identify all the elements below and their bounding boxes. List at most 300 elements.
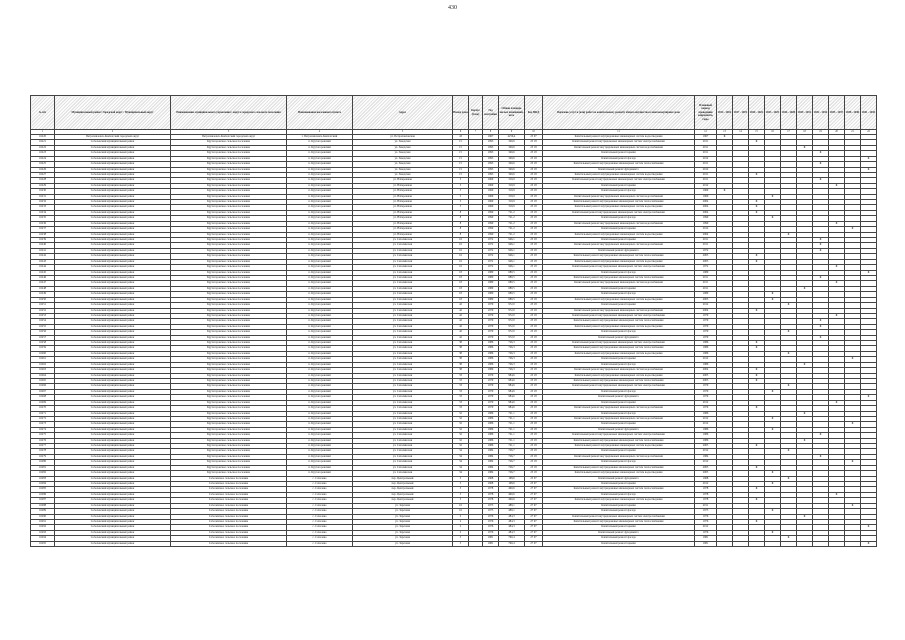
table-cell: Соболевский муниципальный район <box>55 145 171 150</box>
table-cell: Крутогоровское сельское поселение <box>171 319 287 324</box>
table-cell: 349,6 <box>499 140 525 145</box>
table-cell: Крутогоровское сельское поселение <box>171 232 287 237</box>
table-cell: 726,3 <box>499 357 525 362</box>
table-cell: 2005 <box>695 259 717 264</box>
table-cell: 18 <box>453 292 469 297</box>
column-header: Корпус (блок) <box>469 96 483 130</box>
table-cell: 25 18 <box>525 303 543 308</box>
table-cell: 490,6 <box>499 498 525 503</box>
table-cell: 16271 <box>31 411 55 416</box>
table-cell: 1984 <box>695 454 717 459</box>
table-cell: X <box>797 438 813 443</box>
table-cell: 972,0 <box>499 324 525 329</box>
table-cell: ул. Набережная <box>353 178 453 183</box>
table-cell: Капитальный ремонт крыши <box>543 183 695 188</box>
table-cell: 1986 <box>695 346 717 351</box>
table-cell: п. Крутогоровский <box>287 286 353 291</box>
table-cell: 32 <box>453 427 469 432</box>
table-cell: 726,3 <box>499 346 525 351</box>
table-cell: Соболевский муниципальный район <box>55 482 171 487</box>
table-cell: Крутогоровское сельское поселение <box>171 335 287 340</box>
table-cell: ул. Сахалинская <box>353 416 453 421</box>
column-number: 20 <box>829 130 845 135</box>
table-cell: X <box>749 210 765 215</box>
table-cell: 16254 <box>31 319 55 324</box>
table-cell: Соболевское сельское поселение <box>171 519 287 524</box>
table-cell: 2004 <box>695 210 717 215</box>
table-cell: 5 <box>453 189 469 194</box>
table-cell: Соболевский муниципальный район <box>55 156 171 161</box>
table-cell: 2012 <box>695 303 717 308</box>
table-cell: Капитальный ремонт крыши <box>543 151 695 156</box>
table-cell: Соболевский муниципальный район <box>55 319 171 324</box>
table-cell: 1990 <box>695 216 717 221</box>
table-cell: Капитальный ремонт внутридомовых инженерных систем водоснабжения <box>543 308 695 313</box>
table-cell: 1976 <box>695 519 717 524</box>
table-cell: 27 07 <box>525 519 543 524</box>
table-cell: 1993 <box>483 172 499 177</box>
table-cell: п. Крутогоровский <box>287 259 353 264</box>
table-cell: ул. Сахалинская <box>353 454 453 459</box>
table-cell: Крутогоровское сельское поселение <box>171 243 287 248</box>
table-cell: Капитальный ремонт фасада <box>543 460 695 465</box>
table-cell: Соболевский муниципальный район <box>55 243 171 248</box>
table-cell: 1990 <box>483 232 499 237</box>
table-cell: Крутогоровское сельское поселение <box>171 297 287 302</box>
table-cell: Соболевский муниципальный район <box>55 162 171 167</box>
table-cell: 721,1 <box>499 433 525 438</box>
table-cell: Крутогоровское сельское поселение <box>171 406 287 411</box>
table-cell: 25 18 <box>525 189 543 194</box>
table-cell: Капитальный ремонт внутридомовых инженерных систем водоснабжения <box>543 281 695 286</box>
table-cell: 25 18 <box>525 265 543 270</box>
table-cell: 319,9 <box>499 205 525 210</box>
table-cell: 16247 <box>31 281 55 286</box>
table-cell: с. Соболево <box>287 492 353 497</box>
table-cell: 1976 <box>483 519 499 524</box>
column-header: Год постройки <box>483 96 499 130</box>
column-number: 16 <box>765 130 781 135</box>
table-cell: Соболевский муниципальный район <box>55 400 171 405</box>
table-cell: Соболевский муниципальный район <box>55 498 171 503</box>
table-cell: 1969 <box>483 183 499 188</box>
table-cell: Соболевское сельское поселение <box>171 498 287 503</box>
table-cell: 25 18 <box>525 248 543 253</box>
table-cell: X <box>813 324 829 329</box>
table-cell: X <box>749 341 765 346</box>
table-cell: 1986 <box>483 346 499 351</box>
table-cell: ул. Сахалинская <box>353 471 453 476</box>
table-cell: Соболевский муниципальный район <box>55 389 171 394</box>
column-header: 2026 - 2028 <box>781 96 797 130</box>
table-cell: Крутогоровское сельское поселение <box>171 162 287 167</box>
table-cell: 1986 <box>483 416 499 421</box>
table-cell: Капитальный ремонт внутридомовых инженерных систем водоснабжения <box>543 368 695 373</box>
table-cell: п. Крутогоровский <box>287 422 353 427</box>
table-cell: Крутогоровское сельское поселение <box>171 351 287 356</box>
column-number: 9 <box>499 130 525 135</box>
table-cell: Соболевский муниципальный район <box>55 189 171 194</box>
table-cell: 2005 <box>695 297 717 302</box>
table-cell: 16228 <box>31 178 55 183</box>
table-cell: ул. Сахалинская <box>353 438 453 443</box>
table-cell: п. Крутогоровский <box>287 454 353 459</box>
table-cell: 1976 <box>483 530 499 535</box>
table-cell: X <box>765 292 781 297</box>
table-cell: пер. Центральный <box>353 498 453 503</box>
column-header: 2041 - 2043 <box>861 96 877 130</box>
table-cell: 760,4 <box>499 541 525 546</box>
table-cell: Соболевский муниципальный район <box>55 525 171 530</box>
table-cell: 16264 <box>31 373 55 378</box>
column-number: 13 <box>717 130 733 135</box>
table-cell: 1986 <box>483 411 499 416</box>
table-cell: 25 18 <box>525 438 543 443</box>
table-cell: 43 <box>453 135 469 140</box>
table-cell: Капитальный ремонт крыши <box>543 541 695 546</box>
column-header: 2017 - 2019 <box>733 96 749 130</box>
table-cell: 1980 <box>483 270 499 275</box>
table-cell: 16229 <box>31 183 55 188</box>
table-cell: Крутогоровское сельское поселение <box>171 210 287 215</box>
table-cell: п. Крутогоровский <box>287 275 353 280</box>
table-cell: 1990 <box>695 221 717 226</box>
table-cell: X <box>861 525 877 530</box>
table-cell: Соболевский муниципальный район <box>55 411 171 416</box>
column-header: Наименование муниципального управления / округа городского сельского поселения <box>171 96 287 130</box>
table-cell: X <box>749 200 765 205</box>
table-cell: п. Крутогоровский <box>287 438 353 443</box>
table-cell: 16246 <box>31 275 55 280</box>
table-cell: 680,5 <box>499 286 525 291</box>
table-cell: Капитальный ремонт фасада <box>543 189 695 194</box>
table-cell: Соболевский муниципальный район <box>55 297 171 302</box>
table-cell: 25 18 <box>525 346 543 351</box>
table-cell: 972,0 <box>499 303 525 308</box>
table-cell: Соболевский муниципальный район <box>55 341 171 346</box>
table-cell: 319,9 <box>499 194 525 199</box>
table-cell: Капитальный ремонт внутридомовых инженерных систем водоотведения <box>543 135 695 140</box>
table-cell: 3 <box>453 482 469 487</box>
table-cell: п. Крутогоровский <box>287 351 353 356</box>
table-cell: 489,1 <box>499 509 525 514</box>
table-cell: X <box>765 389 781 394</box>
table-cell: 16285 <box>31 487 55 492</box>
table-cell: 25 18 <box>525 454 543 459</box>
table-cell: X <box>829 313 845 318</box>
table-cell: 16276 <box>31 438 55 443</box>
table-cell: X <box>749 346 765 351</box>
table-cell: пер. Центральный <box>353 482 453 487</box>
table-cell: ул. Сахалинская <box>353 433 453 438</box>
table-cell: с. Соболево <box>287 525 353 530</box>
column-number: 12 <box>695 130 717 135</box>
table-cell: 1993 <box>483 145 499 150</box>
table-cell: X <box>845 357 861 362</box>
table-cell: п. Крутогоровский <box>287 433 353 438</box>
table-cell: п. Крутогоровский <box>287 471 353 476</box>
table-cell: ул. Сахалинская <box>353 460 453 465</box>
table-cell: 16221 <box>31 140 55 145</box>
table-cell: 946,1 <box>499 238 525 243</box>
table-cell: Соболевский муниципальный район <box>55 536 171 541</box>
table-cell: 2 <box>453 519 469 524</box>
table-cell: п. Крутогоровский <box>287 248 353 253</box>
table-cell: 16252 <box>31 308 55 313</box>
column-number: 21 <box>845 130 861 135</box>
table-cell: 16239 <box>31 238 55 243</box>
table-cell: п. Крутогоровский <box>287 400 353 405</box>
table-cell: Крутогоровское сельское поселение <box>171 341 287 346</box>
table-cell: Соболевское сельское поселение <box>171 492 287 497</box>
table-cell: 8 <box>453 221 469 226</box>
table-cell: 16231 <box>31 194 55 199</box>
column-number: 4 <box>287 130 353 135</box>
table-cell: 2011 <box>695 172 717 177</box>
table-cell: Соболевский муниципальный район <box>55 530 171 535</box>
table-cell: п. Крутогоровский <box>287 200 353 205</box>
table-cell: X <box>829 492 845 497</box>
table-cell: X <box>813 319 829 324</box>
table-cell: 16257 <box>31 335 55 340</box>
table-cell: г. Петропавловск-Камчатский <box>287 135 353 140</box>
table-cell: п. Крутогоровский <box>287 145 353 150</box>
table-cell: п. Крутогоровский <box>287 172 353 177</box>
table-cell: 2005 <box>695 373 717 378</box>
table-cell: 2004 <box>695 308 717 313</box>
table-cell: 16243 <box>31 259 55 264</box>
table-cell: 25 18 <box>525 378 543 383</box>
table-cell: с. Соболево <box>287 530 353 535</box>
table-cell: Капитальный ремонт внутридомовых инженерных систем водоотведения <box>543 172 695 177</box>
table-cell: ул. Сахалинская <box>353 275 453 280</box>
table-cell: X <box>845 503 861 508</box>
table-cell: 1967 <box>695 135 717 140</box>
table-cell: 1978 <box>483 498 499 503</box>
table-cell: Крутогоровское сельское поселение <box>171 330 287 335</box>
table-cell: п. Крутогоровский <box>287 297 353 302</box>
table-cell: Соболевское сельское поселение <box>171 514 287 519</box>
table-cell: 349,6 <box>499 151 525 156</box>
table-cell: X <box>765 471 781 476</box>
table-cell: ул. Набережная <box>353 194 453 199</box>
table-cell: п. Крутогоровский <box>287 189 353 194</box>
table-cell: ул. Набережная <box>353 183 453 188</box>
table-cell: ул. Набережная <box>353 221 453 226</box>
table-cell: 1979 <box>483 406 499 411</box>
table-cell: 25 18 <box>525 156 543 161</box>
table-cell: Соболевский муниципальный район <box>55 422 171 427</box>
column-number: 11 <box>543 130 695 135</box>
table-cell: 25 18 <box>525 422 543 427</box>
table-cell: Капитальный ремонт внутридомовых инженерных систем водоотведения <box>543 205 695 210</box>
table-cell: Капитальный ремонт внутридомовых инженерных систем водоотведения <box>543 373 695 378</box>
table-cell: пер. Центральный <box>353 487 453 492</box>
table-cell: Капитальный ремонт фасада <box>543 362 695 367</box>
table-cell: X <box>813 238 829 243</box>
table-row <box>31 541 877 546</box>
table-cell: Капитальный ремонт внутридомовых инженерных систем водоотведения <box>543 444 695 449</box>
table-cell: Соболевский муниципальный район <box>55 194 171 199</box>
table-cell: 27 07 <box>525 541 543 546</box>
table-cell: 3 <box>453 541 469 546</box>
table-cell: 16226 <box>31 167 55 172</box>
table-cell: Соболевский муниципальный район <box>55 514 171 519</box>
table-cell: ул. Сахалинская <box>353 270 453 275</box>
table-cell: Соболевский муниципальный район <box>55 460 171 465</box>
table-cell: п. Крутогоровский <box>287 368 353 373</box>
table-cell: 27 07 <box>525 498 543 503</box>
table-cell: X <box>749 465 765 470</box>
table-cell: ул. Сахалинская <box>353 297 453 302</box>
table-cell: X <box>861 167 877 172</box>
table-cell: 1990 <box>483 221 499 226</box>
table-cell: ул. Заводская <box>353 151 453 156</box>
table-cell: 5 <box>453 492 469 497</box>
table-cell: 16240 <box>31 243 55 248</box>
table-cell: 42 <box>453 303 469 308</box>
table-cell: 1986 <box>483 362 499 367</box>
table-cell: п. Крутогоровский <box>287 406 353 411</box>
table-cell: 1979 <box>483 324 499 329</box>
table-cell: Соболевский муниципальный район <box>55 265 171 270</box>
table-cell: 34 <box>453 471 469 476</box>
table-cell: Соболевский муниципальный район <box>55 238 171 243</box>
table-cell: Капитальный ремонт крыши <box>543 286 695 291</box>
column-header: 2032 - 2034 <box>813 96 829 130</box>
table-cell: 27 07 <box>525 492 543 497</box>
table-cell: 16233 <box>31 205 55 210</box>
table-cell: 16294 <box>31 536 55 541</box>
table-cell: 25 18 <box>525 471 543 476</box>
table-cell: Соболевский муниципальный район <box>55 330 171 335</box>
table-cell: 1981 <box>695 536 717 541</box>
column-number: 19 <box>813 130 829 135</box>
table-cell: 15 <box>453 156 469 161</box>
table-cell: 726,7 <box>499 449 525 454</box>
table-cell: 1990 <box>483 216 499 221</box>
table-cell: 168,6 <box>499 476 525 481</box>
table-cell: Соболевский муниципальный район <box>55 362 171 367</box>
column-number: 22 <box>861 130 877 135</box>
table-cell: п. Крутогоровский <box>287 444 353 449</box>
table-cell: 2011 <box>695 151 717 156</box>
table-cell: 16 <box>453 259 469 264</box>
column-header: 2029 - 2031 <box>797 96 813 130</box>
table-cell: 1976 <box>695 514 717 519</box>
table-cell: 2012 <box>695 416 717 421</box>
column-number: 7 <box>469 130 483 135</box>
table-cell: X <box>829 183 845 188</box>
table-cell: Капитальный ремонт крыши <box>543 238 695 243</box>
table-cell: 16278 <box>31 449 55 454</box>
table-cell: 25 18 <box>525 172 543 177</box>
table-cell: 8 <box>453 227 469 232</box>
table-cell: 16265 <box>31 378 55 383</box>
table-cell: п. Крутогоровский <box>287 210 353 215</box>
table-cell: Крутогоровское сельское поселение <box>171 400 287 405</box>
table-cell: X <box>829 221 845 226</box>
table-cell: 42 <box>453 308 469 313</box>
table-cell: 25 18 <box>525 362 543 367</box>
table-cell: 16238 <box>31 232 55 237</box>
table-cell: ул. Сахалинская <box>353 330 453 335</box>
column-header: 2038 - 2040 <box>845 96 861 130</box>
column-header: Перечень услуг и (или) работ по капитальному ремонту общего имущества в многоквартирном доме <box>543 96 695 130</box>
table-cell: Крутогоровское сельское поселение <box>171 172 287 177</box>
table-cell: 33 <box>453 389 469 394</box>
table-cell: 1981 <box>483 536 499 541</box>
table-cell: 16292 <box>31 525 55 530</box>
table-cell: ул. Сахалинская <box>353 335 453 340</box>
table-cell: 489,1 <box>499 503 525 508</box>
table-cell: 319,9 <box>499 200 525 205</box>
table-cell: Соболевский муниципальный район <box>55 351 171 356</box>
table-cell: 1975 <box>483 509 499 514</box>
table-cell: 349,6 <box>499 172 525 177</box>
table-cell: с. Соболево <box>287 536 353 541</box>
table-cell: 15 <box>453 167 469 172</box>
table-cell: X <box>797 362 813 367</box>
table-cell: Капитальный ремонт внутридомовых инженерных систем водоснабжения <box>543 194 695 199</box>
table-cell: 16250 <box>31 297 55 302</box>
table-cell: Капитальный ремонт внутридомовых инженерных систем электроснабжения <box>543 313 695 318</box>
table-cell: Крутогоровское сельское поселение <box>171 265 287 270</box>
table-cell: 25 18 <box>525 205 543 210</box>
table-cell: 1990 <box>483 210 499 215</box>
table-cell: Капитальный ремонт фасада <box>543 330 695 335</box>
table-cell: Соболевский муниципальный район <box>55 346 171 351</box>
table-cell: Капитальный ремонт фундамента <box>543 248 695 253</box>
table-cell: 16277 <box>31 444 55 449</box>
table-cell: 42 <box>453 330 469 335</box>
table-cell: X <box>781 449 797 454</box>
table-cell: 2 <box>453 525 469 530</box>
table-cell: п. Крутогоровский <box>287 335 353 340</box>
table-cell: ул. Набережная <box>353 200 453 205</box>
table-cell: 16 <box>453 265 469 270</box>
table-cell: 349,6 <box>499 162 525 167</box>
table-cell: X <box>861 156 877 161</box>
table-cell: 2012 <box>695 400 717 405</box>
table-cell: 946,1 <box>499 243 525 248</box>
table-cell: с. Соболево <box>287 514 353 519</box>
table-cell: п. Крутогоровский <box>287 162 353 167</box>
table-cell: 319,9 <box>499 178 525 183</box>
table-cell: ул. Набережная <box>353 227 453 232</box>
table-cell: X <box>765 509 781 514</box>
table-cell: Капитальный ремонт фундамента <box>543 395 695 400</box>
table-cell: ул. Заречная <box>353 519 453 524</box>
table-cell: 38 <box>453 346 469 351</box>
table-cell: 1978 <box>695 498 717 503</box>
table-cell: 25 18 <box>525 183 543 188</box>
table-cell: 1972 <box>483 238 499 243</box>
table-cell: 27 07 <box>525 525 543 530</box>
table-cell: Крутогоровское сельское поселение <box>171 395 287 400</box>
table-cell: 25 18 <box>525 324 543 329</box>
table-cell: 349,6 <box>499 156 525 161</box>
table-cell: ул. Сахалинская <box>353 248 453 253</box>
table-cell: 16269 <box>31 400 55 405</box>
table-cell: Крутогоровское сельское поселение <box>171 313 287 318</box>
table-cell: Крутогоровское сельское поселение <box>171 389 287 394</box>
table-cell: 32 <box>453 444 469 449</box>
table-cell: 38 <box>453 357 469 362</box>
table-cell: 16232 <box>31 200 55 205</box>
table-cell: 42 <box>453 313 469 318</box>
table-cell: 349,6 <box>499 167 525 172</box>
